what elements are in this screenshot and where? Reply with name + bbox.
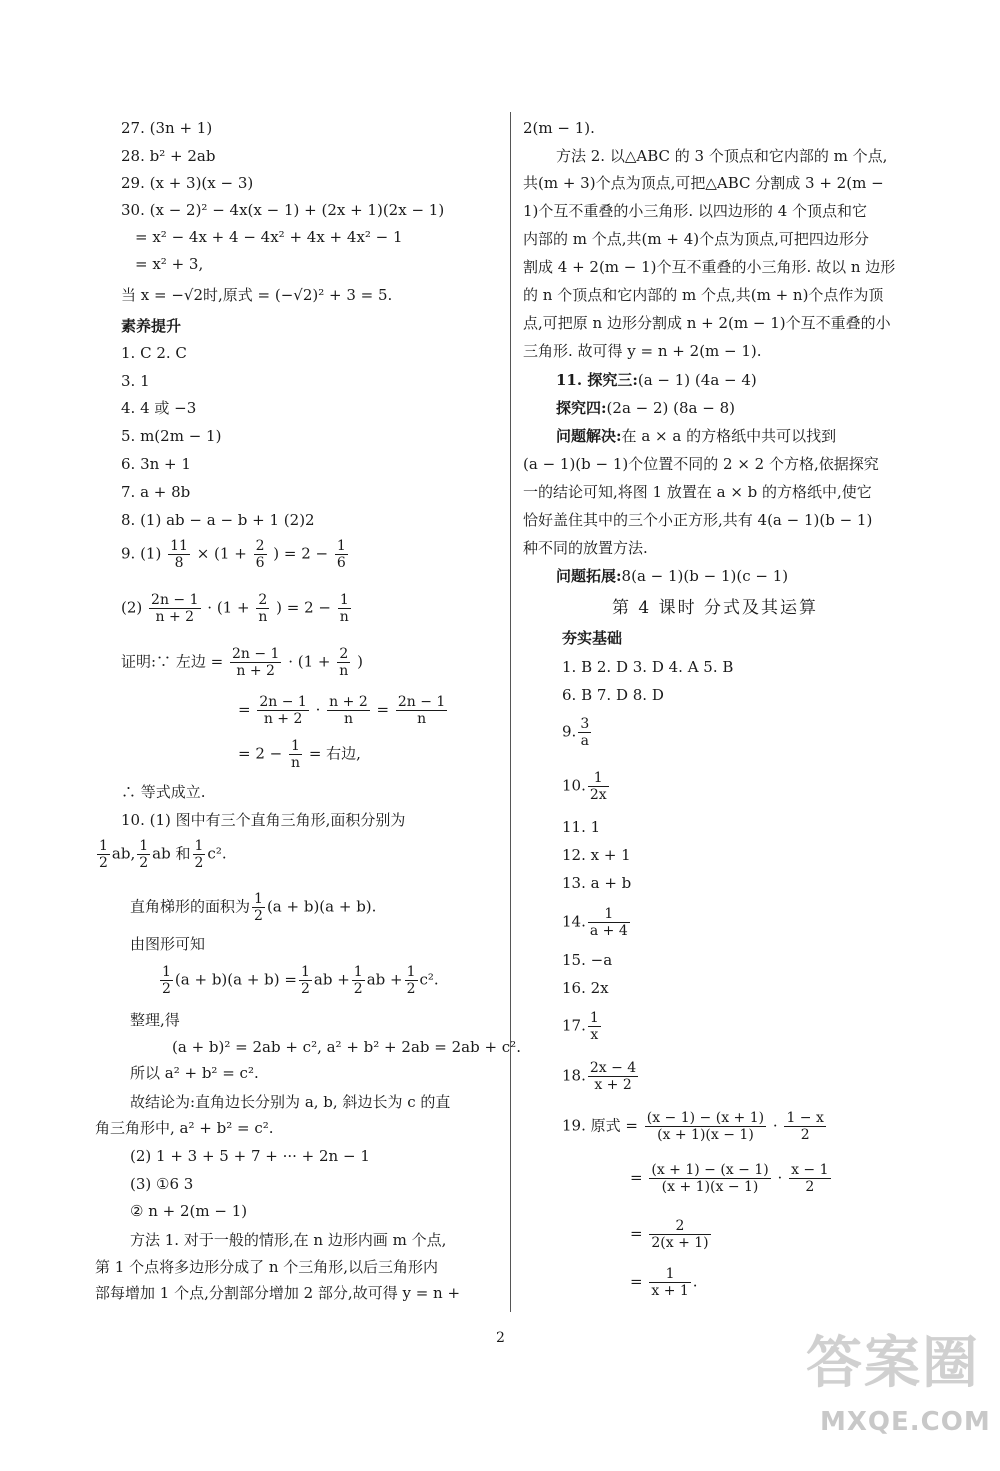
expr: · — [777, 1168, 783, 1187]
value: 在 a × a 的方格纸中共可以找到 — [621, 427, 837, 445]
label: 17. — [562, 1016, 586, 1035]
fraction — [289, 738, 302, 771]
numerator: 1 — [588, 770, 609, 787]
column-divider — [510, 112, 511, 1312]
fraction — [588, 770, 609, 803]
numerator: 1 — [588, 906, 630, 923]
expr: = — [630, 1224, 643, 1243]
answer-r17 — [562, 1010, 603, 1043]
expr: = 2 − — [238, 744, 283, 763]
proof-conclusion: ∴ 等式成立. — [121, 783, 206, 801]
denominator: 8 — [174, 555, 184, 571]
expr: = — [238, 700, 251, 719]
label: 证明:∵ 左边 = — [121, 652, 224, 671]
denominator: (x + 1)(x − 1) — [657, 1127, 754, 1143]
label: 18. — [562, 1066, 586, 1085]
answer-r18 — [562, 1060, 640, 1093]
answer-10-line5 — [158, 964, 439, 997]
denominator: x + 2 — [594, 1077, 632, 1093]
numerator: 2 — [256, 592, 269, 609]
method1-line1: 方法 1. 对于一般的情形,在 n 边形内画 m 个点, — [130, 1231, 447, 1249]
answers-6-8: 6. B 7. D 8. D — [562, 686, 664, 704]
fraction — [299, 964, 312, 997]
denominator: 2 — [139, 855, 149, 871]
method2-line5: 割成 4 + 2(m − 1)个互不重叠的小三角形. 故以 n 边形 — [523, 258, 896, 276]
fraction — [168, 538, 190, 571]
numerator: 1 — [139, 838, 149, 854]
answer-11-explore3 — [556, 370, 757, 390]
answer-r15: 15. −a — [562, 951, 613, 969]
numerator: (x + 1) − (x − 1) — [651, 1162, 769, 1178]
expr: ) = 2 − — [276, 598, 331, 617]
lesson-title: 第 4 课时 分式及其运算 — [612, 598, 819, 618]
answer-r19-line2 — [630, 1162, 833, 1195]
fraction — [256, 592, 269, 625]
fraction — [252, 891, 265, 924]
watermark-logo — [792, 1311, 992, 1461]
label: 探究四: — [556, 399, 607, 417]
answer-r10 — [562, 770, 611, 803]
section-heading: 素养提升 — [121, 317, 182, 335]
numerator: (x − 1) − (x + 1) — [646, 1110, 765, 1126]
numerator: 2 — [255, 538, 265, 554]
method2-line2: 共(m + 3)个点为顶点,可把△ABC 分割成 3 + 2(m − — [523, 174, 884, 192]
value: 8(a − 1)(b − 1)(c − 1) — [621, 567, 789, 585]
numerator: 2n − 1 — [151, 592, 199, 608]
denominator: 2 — [353, 981, 363, 997]
answer-11-explore4 — [556, 398, 735, 418]
answer-r16: 16. 2x — [562, 979, 609, 997]
method2-line7: 点,可把原 n 边形分割成 n + 2(m − 1)个互不重叠的小 — [523, 314, 891, 332]
answer-r14 — [562, 906, 632, 939]
method2-line6: 的 n 个顶点和它内部的 m 个点,共(m + n)个点作为顶 — [523, 286, 884, 304]
denominator: a — [580, 733, 589, 749]
label: 14. — [562, 912, 586, 931]
answer-10-line11: (2) 1 + 3 + 5 + 7 + ··· + 2n − 1 — [130, 1147, 370, 1165]
answer-10-line9: 故结论为:直角边长分别为 a, b, 斜边长为 c 的直 — [130, 1093, 451, 1111]
expr: = — [630, 1272, 643, 1291]
fraction — [588, 1010, 601, 1043]
expr: ab + — [313, 970, 350, 989]
extension — [556, 566, 788, 586]
expr: c². — [419, 970, 439, 989]
denominator: 2 — [194, 855, 204, 871]
fraction — [230, 646, 281, 679]
fraction — [588, 906, 630, 939]
denominator: a + 4 — [589, 923, 628, 939]
denominator: 2 — [99, 855, 108, 871]
denominator: n — [417, 711, 427, 727]
numerator: 2 — [649, 1218, 710, 1235]
method1-line2: 第 1 个点将多边形分成了 n 个三角形,以后三角形内 — [95, 1258, 439, 1276]
fraction — [257, 694, 308, 727]
answer-5: 5. m(2m − 1) — [121, 427, 222, 445]
numerator: 11 — [170, 538, 188, 554]
fraction — [645, 1110, 766, 1143]
answer-7: 7. a + 8b — [121, 483, 191, 501]
denominator: 2 — [800, 1127, 810, 1143]
denominator: (x + 1)(x − 1) — [661, 1179, 759, 1195]
denominator: n — [339, 609, 349, 625]
answer-28: 28. b² + 2ab — [121, 147, 216, 165]
expr: = 右边, — [308, 744, 361, 763]
denominator: 2 — [162, 981, 171, 997]
numerator: 1 — [353, 964, 363, 980]
expr: c². — [207, 844, 227, 863]
expr: 直角梯形的面积为 — [130, 897, 251, 916]
fraction — [338, 592, 351, 625]
fraction — [335, 538, 348, 571]
method2-line8: 三角形. 故可得 y = n + 2(m − 1). — [523, 342, 762, 360]
numerator: 1 — [289, 738, 302, 755]
denominator: n — [339, 663, 349, 679]
expr: ab, — [111, 844, 136, 863]
fraction — [649, 1266, 690, 1299]
answer-10-line7: (a + b)² = 2ab + c², a² + b² + 2ab = 2ab + c². — [172, 1038, 521, 1056]
fraction — [784, 1110, 825, 1143]
answer-10-line8: 所以 a² + b² = c². — [130, 1064, 259, 1082]
page-number: 2 — [496, 1330, 505, 1346]
expr: · — [772, 1116, 778, 1135]
answer-10-line13: ② n + 2(m − 1) — [130, 1202, 248, 1220]
answer-r9 — [562, 716, 593, 749]
numerator: 1 — [194, 838, 204, 854]
method2-line3: 1)个互不重叠的小三角形. 以四边形的 4 个顶点和它 — [523, 202, 868, 220]
answer-10-line4: 由图形可知 — [130, 935, 206, 953]
label: 10. — [562, 776, 586, 795]
solve-line5: 种不同的放置方法. — [523, 539, 648, 557]
numerator: 2 — [337, 646, 350, 663]
answer-9-2 — [121, 592, 353, 625]
numerator: 1 — [336, 538, 346, 554]
denominator: n — [258, 609, 268, 625]
fraction — [352, 964, 365, 997]
answer-r11: 11. 1 — [562, 818, 601, 836]
label: 9. — [562, 722, 577, 741]
watermark-title: 答案圈 — [806, 1331, 980, 1396]
answer-4: 4. 4 或 −3 — [121, 399, 197, 417]
denominator: n + 2 — [263, 711, 303, 727]
fraction — [789, 1162, 830, 1195]
fraction — [337, 646, 350, 679]
answer-r19-line4 — [630, 1266, 698, 1299]
proof-line3 — [238, 738, 361, 771]
denominator: n — [343, 711, 353, 727]
fraction — [149, 592, 200, 625]
answer-r12: 12. x + 1 — [562, 846, 631, 864]
proof-line1 — [121, 646, 363, 679]
denominator: n + 2 — [236, 663, 275, 679]
numerator: 2n − 1 — [231, 646, 280, 662]
numerator: 1 — [300, 964, 310, 980]
label: 19. 原式 = — [562, 1116, 638, 1135]
denominator: 6 — [336, 555, 346, 571]
fraction — [327, 694, 370, 727]
numerator: 2n − 1 — [259, 694, 307, 710]
numerator: 1 — [649, 1266, 690, 1283]
section-heading-right: 夯实基础 — [562, 629, 623, 647]
fraction — [649, 1218, 710, 1251]
solve-line1 — [556, 426, 836, 446]
expr: × (1 + — [196, 544, 247, 563]
fraction — [396, 694, 447, 727]
expr: (a + b)(a + b). — [266, 897, 377, 916]
fraction — [254, 538, 267, 571]
answer-30-line1: 30. (x − 2)² − 4x(x − 1) + (2x + 1)(2x − 1) — [121, 201, 445, 219]
answer-10-line6: 整理,得 — [130, 1011, 180, 1029]
answer-30-line4: 当 x = −√2时,原式 = (−√2)² + 3 = 5. — [121, 286, 393, 304]
numerator: 1 — [162, 964, 171, 980]
expr: ab 和 — [152, 844, 191, 863]
expr: (a + b)(a + b) = — [174, 970, 297, 989]
expr: ) — [357, 652, 363, 671]
fraction — [405, 964, 418, 997]
denominator: x — [590, 1027, 599, 1043]
expr: = — [376, 700, 390, 719]
fraction — [137, 838, 150, 871]
answer-8: 8. (1) ab − a − b + 1 (2)2 — [121, 511, 315, 529]
numerator: 1 — [589, 1010, 599, 1026]
denominator: 2 — [254, 908, 263, 924]
denominator: 2 — [300, 981, 310, 997]
answer-9-1 — [121, 538, 350, 571]
answer-30-line3: = x² + 3, — [135, 255, 204, 273]
proof-line2 — [238, 694, 449, 727]
answer-10-line3 — [130, 891, 376, 924]
solve-line2: (a − 1)(b − 1)个位置不同的 2 × 2 个方格,依据探究 — [523, 455, 879, 473]
label: 11. 探究三: — [556, 371, 638, 389]
denominator: n — [291, 755, 301, 771]
answer-10-line2 — [95, 838, 227, 871]
numerator: 3 — [580, 716, 590, 732]
denominator: 2 — [406, 981, 416, 997]
numerator: 2n − 1 — [397, 694, 446, 710]
label: 问题拓展: — [556, 567, 622, 585]
label: (2) — [121, 598, 143, 617]
answer-10-line1: 10. (1) 图中有三个直角三角形,面积分别为 — [121, 811, 406, 829]
answer-27: 27. (3n + 1) — [121, 119, 213, 137]
numerator: 1 — [406, 964, 416, 980]
method2-line1: 方法 2. 以△ABC 的 3 个顶点和它内部的 m 个点, — [556, 147, 888, 165]
label: 问题解决: — [556, 427, 622, 445]
solve-line4: 恰好盖住其中的三个小正方形,共有 4(a − 1)(b − 1) — [523, 511, 873, 529]
fraction — [97, 838, 110, 871]
label: 9. (1) — [121, 544, 162, 563]
method2-line4: 内部的 m 个点,共(m + 4)个点为顶点,可把四边形分 — [523, 230, 869, 248]
answer-6: 6. 3n + 1 — [121, 455, 191, 473]
answer-30-line2: = x² − 4x + 4 − 4x² + 4x + 4x² − 1 — [135, 228, 403, 246]
solve-line3: 一的结论可知,将图 1 放置在 a × b 的方格纸中,使它 — [523, 483, 872, 501]
method1-line3: 部每增加 1 个点,分割部分增加 2 部分,故可得 y = n + — [95, 1284, 461, 1302]
numerator: 1 — [254, 891, 263, 907]
answer-29: 29. (x + 3)(x − 3) — [121, 174, 254, 192]
expr: · (1 + — [288, 652, 331, 671]
expr: · (1 + — [207, 598, 250, 617]
denominator: n + 2 — [155, 609, 195, 625]
denominator: 2 — [805, 1179, 815, 1195]
fraction — [649, 1162, 770, 1195]
numerator: 1 − x — [786, 1110, 824, 1126]
expr: . — [692, 1272, 698, 1291]
numerator: 2x − 4 — [589, 1060, 637, 1076]
fraction — [578, 716, 591, 749]
answer-r19-line3 — [630, 1218, 713, 1251]
answer-10-line12: (3) ①6 3 — [130, 1175, 194, 1193]
answer-3: 3. 1 — [121, 372, 150, 390]
answer-r19-line1 — [562, 1110, 828, 1143]
fraction — [193, 838, 206, 871]
numerator: 1 — [99, 838, 108, 854]
denominator: x + 1 — [651, 1283, 689, 1299]
denominator: 2x — [589, 787, 607, 803]
answer-10-line10: 角三角形中, a² + b² = c². — [95, 1119, 274, 1137]
answer-1-2: 1. C 2. C — [121, 344, 187, 362]
answer-r13: 13. a + b — [562, 874, 632, 892]
expr: ab + — [366, 970, 403, 989]
fraction — [588, 1060, 638, 1093]
fraction — [160, 964, 173, 997]
denominator: 6 — [255, 555, 265, 571]
watermark-url: MXQE.COM — [820, 1407, 991, 1437]
numerator: 1 — [338, 592, 351, 609]
expr: · — [315, 700, 321, 719]
value: (2a − 2) (8a − 8) — [606, 399, 735, 417]
expr: = — [630, 1168, 643, 1187]
denominator: 2(x + 1) — [651, 1235, 709, 1251]
numerator: n + 2 — [329, 694, 368, 710]
numerator: x − 1 — [791, 1162, 829, 1178]
answers-1-5: 1. B 2. D 3. D 4. A 5. B — [562, 658, 734, 676]
expr: ) = 2 − — [273, 544, 329, 563]
method1-end: 2(m − 1). — [523, 119, 595, 137]
value: (a − 1) (4a − 4) — [637, 371, 757, 389]
